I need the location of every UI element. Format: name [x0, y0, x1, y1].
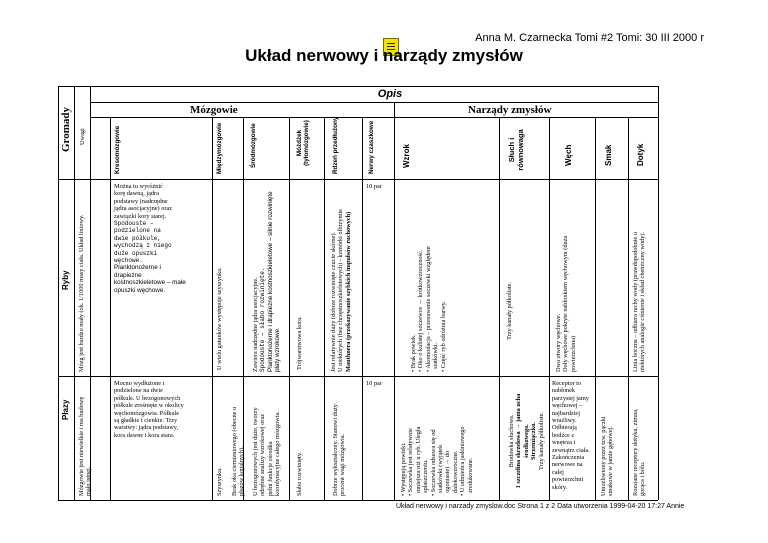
kreso-ryby: Można tu wyróżnić korę dawną, jądra podstawy (nadrzędne jądra asocjacyjne) oraz zawiązki kory starej. Spodouste – podzielone na dwie półkule, wychodzą z niego duże opuszki węchowe. Planktonożerne i drapieżne kostnoszkieletowe – małe opuszki węchowe. [114, 183, 186, 294]
dotyk-ryby: Linia boczna – odbiera ruchy wody (prawdopodobnie u niektórych analogie ciśnienie i skład chemiczny wody). [632, 231, 647, 372]
miedzy-plazy: Szyszynka. Brak oka ciemieniowego (obecne u płazów kopalnych). [216, 406, 246, 496]
section-divider [90, 117, 658, 118]
sluch-plazy: Brodawka słuchowa. 1 szczelina skrzelowa → jama ucha środkowego. Strzemiączko. Trzy kanały półkoliste. [508, 393, 545, 489]
kreso-plazy: Mocno wydłużone i podzielone na dwie półkule. U bezogonowych półkule zrośnięte w okolicy węchomózgowia. Półkule są gładkie i cienkie. Trzy warstwy: jądra podstawy, kora dawne i kora stara. [114, 380, 184, 439]
uwagi-header: Uwagi [79, 128, 86, 145]
srodmozgowie-ryby: Zawiera nadrzędne jądra asocjacyjne. Spodouste – słabo rozwinięte. Planktonożerne i drapieżne kostnoszkieletowe – silnie rozwinięte płaty wzrokowe. [252, 191, 282, 372]
col-header-smak: Smak [604, 144, 613, 166]
col-line [362, 117, 363, 500]
col-header-rdzen: Rdzeń przedłużony [332, 116, 339, 174]
rdzen-ryby: Jest relatywnie duży (dobrze rozwinięte czucie skórne). U niektórych (bez chrzęstnoszkieletowych) - komórki olbrzymie Mauthnera (przekazywanie szybkich impulsów ruchowych) [330, 209, 352, 372]
opis-divider [90, 102, 658, 103]
gromady-header: Gromady [60, 106, 72, 152]
page-title: Układ nerwowy i narządy zmysłów [245, 46, 523, 65]
group-plazy: Płazy [61, 399, 70, 420]
wech-ryby: Dwa otwory węchowe. Doły węchowe pokryte nabłonkiem węchowym (duża powierzchnia) [555, 235, 577, 372]
mozdzek-plazy: Słabo rozwinięty. [296, 451, 303, 496]
col-line [499, 117, 500, 500]
smak-plazy: Umożliwiony przez tzw. pączki smakowe w jamie gębowej. [600, 416, 615, 496]
col-header-nerwy: Nerwy czaszkowe [368, 120, 375, 174]
wzrok-ryby: • Brak powiek. • Oko o kulistej soczewce → krótkowzroczność. • Akomodacja – przesuwanie soczewki względem siatkówki. • Część ryb odróżnia barwy. [410, 246, 447, 372]
page-footer: Układ nerwowy i narzady zmyslow.doc Strona 1 z 2 Data utworzenia 1999-04-20 17:27 Annie [396, 503, 685, 510]
dotyk-plazy: Rozsiane receptory dotyku, zimna, gorąca i bólu. [632, 408, 647, 496]
header-row-divider [58, 179, 658, 180]
col-line [289, 117, 290, 500]
mozgowie-section-header: Mózgowie [190, 104, 238, 116]
col-header-wech: Węch [564, 144, 573, 166]
col-line [212, 117, 213, 500]
table-left-border [58, 86, 59, 500]
table-bottom-border [58, 500, 658, 501]
col-line [394, 102, 395, 500]
uwagi-plazy: Mózgowie jest niewielkie i ma budowę mało istnej. [78, 396, 93, 496]
col-line [324, 117, 325, 500]
col-line [74, 86, 75, 500]
col-header-dotyk: Dotyk [636, 143, 645, 166]
nerwy-ryby: 10 par [366, 183, 382, 190]
row-divider [58, 376, 658, 377]
nerwy-plazy: 10 par [366, 380, 382, 387]
rdzen-plazy: Dobrze wykształcony. Stanowi duży procent wagi mózgowia. [332, 404, 347, 496]
col-header-sluch: Słuch i równowaga [507, 129, 525, 171]
wzrok-plazy: • Występują powieki. • Soczewka jest relatywnie mniejsza niż u ryb. Uległa spłaszczeniu. • Soczewka odsuwa się od siatkówki (wyjątek ogoniaste) → do dalekowzroczne. • U odmieńca jaskiniowego zredukowane. [400, 426, 474, 496]
table-right-border [658, 86, 659, 500]
col-header-mozdzek: Móżdżek (tyłomózgowie) [296, 120, 311, 166]
col-header-kresomozgowie: Kresomózgowie [114, 125, 121, 174]
mozdzek-ryby: Trójwarstwowa kora. [296, 316, 303, 370]
col-line [628, 117, 629, 500]
col-line [595, 117, 596, 500]
col-header-srodmozgowie: Śródmózgowie [250, 123, 257, 168]
col-line [549, 117, 550, 500]
col-line [110, 117, 111, 500]
table-top-border [58, 86, 658, 87]
wech-plazy: Receptor to nabłonek parzystej jamy węchowej – najbardziej wrażliwy. Odbierają bodźce z wnętrza i zewnątrz ciała. Zakończenia nerwowe na całej powierzchni skóry. [552, 380, 590, 491]
narzady-section-header: Narządy zmysłów [468, 104, 552, 116]
col-header-wzrok: Wzrok [402, 144, 411, 168]
opis-label: Opis [377, 88, 403, 100]
col-header-miedzymozgowie: Międzymózgowie [216, 122, 223, 174]
sluch-ryby: Trzy kanały półkoliste. [506, 281, 513, 340]
author-info: Anna M. Czarnecka Tomi #2 Tomi: 30 III 2000 r [475, 32, 704, 44]
group-ryby: Ryby [61, 270, 70, 290]
uwagi-ryby: Mózg jest bardzo mały (ok. 1/1000 masy ciała. Układ liniowy. [78, 214, 85, 372]
miedzy-ryby: U wielu gatunków występuje szyszynka. [216, 267, 223, 370]
srodmozgowie-plazy: U bezogonowych jest duże, tworzy odrębne analizy wzrokowej oraz pełni funkcje ośrodka koordynacyjne całego mózgowia. [252, 407, 282, 496]
